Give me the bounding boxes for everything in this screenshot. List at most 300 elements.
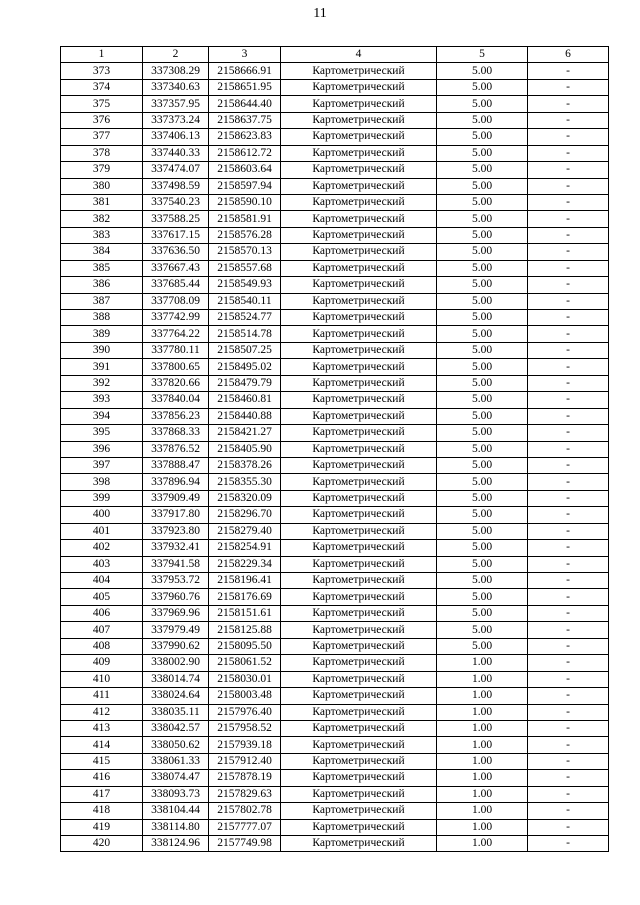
note-cell: - (528, 819, 609, 835)
method-cell: Картометрический (281, 737, 437, 753)
table-row (61, 326, 609, 342)
note-cell: - (528, 655, 609, 671)
col-2-header: 2 (143, 47, 209, 63)
point-number-cell: 397 (61, 457, 143, 473)
table-row (61, 194, 609, 210)
note-cell: - (528, 227, 609, 243)
note-cell: - (528, 277, 609, 293)
accuracy-cell: 1.00 (437, 786, 528, 802)
table-row (61, 145, 609, 161)
point-number-cell: 399 (61, 490, 143, 506)
note-cell: - (528, 803, 609, 819)
accuracy-cell: 5.00 (437, 277, 528, 293)
point-number-cell: 420 (61, 836, 143, 852)
note-cell: - (528, 507, 609, 523)
method-cell: Картометрический (281, 359, 437, 375)
y-coordinate-cell: 2158095.50 (209, 638, 281, 654)
accuracy-cell: 1.00 (437, 720, 528, 736)
method-cell: Картометрический (281, 605, 437, 621)
y-coordinate-cell: 2157749.98 (209, 836, 281, 852)
accuracy-cell: 5.00 (437, 96, 528, 112)
y-coordinate-cell: 2158612.72 (209, 145, 281, 161)
table-row (61, 392, 609, 408)
table-row (61, 540, 609, 556)
point-number-cell: 412 (61, 704, 143, 720)
y-coordinate-cell: 2158549.93 (209, 277, 281, 293)
point-number-cell: 396 (61, 441, 143, 457)
x-coordinate-cell: 337498.59 (143, 178, 209, 194)
point-number-cell: 384 (61, 244, 143, 260)
accuracy-cell: 5.00 (437, 474, 528, 490)
y-coordinate-cell: 2158320.09 (209, 490, 281, 506)
point-number-cell: 408 (61, 638, 143, 654)
accuracy-cell: 5.00 (437, 605, 528, 621)
accuracy-cell: 5.00 (437, 342, 528, 358)
y-coordinate-cell: 2158196.41 (209, 573, 281, 589)
note-cell: - (528, 260, 609, 276)
note-cell: - (528, 375, 609, 391)
note-cell: - (528, 145, 609, 161)
note-cell: - (528, 605, 609, 621)
note-cell: - (528, 720, 609, 736)
accuracy-cell: 5.00 (437, 63, 528, 79)
y-coordinate-cell: 2157912.40 (209, 753, 281, 769)
point-number-cell: 379 (61, 162, 143, 178)
x-coordinate-cell: 337667.43 (143, 260, 209, 276)
table-row (61, 375, 609, 391)
point-number-cell: 406 (61, 605, 143, 621)
table-row (61, 277, 609, 293)
method-cell: Картометрический (281, 819, 437, 835)
method-cell: Картометрический (281, 244, 437, 260)
x-coordinate-cell: 337708.09 (143, 293, 209, 309)
table-row (61, 112, 609, 128)
y-coordinate-cell: 2158125.88 (209, 622, 281, 638)
table-row (61, 96, 609, 112)
table-row (61, 129, 609, 145)
method-cell: Картометрический (281, 277, 437, 293)
point-number-cell: 393 (61, 392, 143, 408)
y-coordinate-cell: 2158378.26 (209, 457, 281, 473)
y-coordinate-cell: 2158440.88 (209, 408, 281, 424)
y-coordinate-cell: 2157958.52 (209, 720, 281, 736)
accuracy-cell: 5.00 (437, 408, 528, 424)
accuracy-cell: 5.00 (437, 194, 528, 210)
accuracy-cell: 5.00 (437, 540, 528, 556)
table-header-row (61, 47, 609, 63)
table-row (61, 63, 609, 79)
x-coordinate-cell: 337357.95 (143, 96, 209, 112)
accuracy-cell: 1.00 (437, 770, 528, 786)
y-coordinate-cell: 2158644.40 (209, 96, 281, 112)
accuracy-cell: 5.00 (437, 293, 528, 309)
x-coordinate-cell: 337960.76 (143, 589, 209, 605)
point-number-cell: 416 (61, 770, 143, 786)
point-number-cell: 395 (61, 425, 143, 441)
x-coordinate-cell: 337876.52 (143, 441, 209, 457)
point-number-cell: 407 (61, 622, 143, 638)
table-row (61, 589, 609, 605)
x-coordinate-cell: 337820.66 (143, 375, 209, 391)
accuracy-cell: 1.00 (437, 753, 528, 769)
method-cell: Картометрический (281, 79, 437, 95)
table-row (61, 770, 609, 786)
y-coordinate-cell: 2158651.95 (209, 79, 281, 95)
y-coordinate-cell: 2158421.27 (209, 425, 281, 441)
x-coordinate-cell: 337990.62 (143, 638, 209, 654)
method-cell: Картометрический (281, 425, 437, 441)
point-number-cell: 387 (61, 293, 143, 309)
note-cell: - (528, 211, 609, 227)
x-coordinate-cell: 337340.63 (143, 79, 209, 95)
accuracy-cell: 5.00 (437, 359, 528, 375)
x-coordinate-cell: 338093.73 (143, 786, 209, 802)
accuracy-cell: 5.00 (437, 507, 528, 523)
note-cell: - (528, 474, 609, 490)
method-cell: Картометрический (281, 523, 437, 539)
y-coordinate-cell: 2158507.25 (209, 342, 281, 358)
point-number-cell: 415 (61, 753, 143, 769)
x-coordinate-cell: 337742.99 (143, 310, 209, 326)
table-row (61, 79, 609, 95)
note-cell: - (528, 441, 609, 457)
y-coordinate-cell: 2158030.01 (209, 671, 281, 687)
table-row (61, 803, 609, 819)
y-coordinate-cell: 2158623.83 (209, 129, 281, 145)
table-row (61, 293, 609, 309)
method-cell: Картометрический (281, 96, 437, 112)
table-row (61, 244, 609, 260)
point-number-cell: 394 (61, 408, 143, 424)
x-coordinate-cell: 337685.44 (143, 277, 209, 293)
note-cell: - (528, 671, 609, 687)
method-cell: Картометрический (281, 342, 437, 358)
method-cell: Картометрический (281, 375, 437, 391)
x-coordinate-cell: 337896.94 (143, 474, 209, 490)
accuracy-cell: 5.00 (437, 162, 528, 178)
method-cell: Картометрический (281, 770, 437, 786)
page-number: 11 (313, 6, 327, 21)
accuracy-cell: 5.00 (437, 112, 528, 128)
method-cell: Картометрический (281, 753, 437, 769)
accuracy-cell: 5.00 (437, 310, 528, 326)
table-row (61, 720, 609, 736)
table-row (61, 310, 609, 326)
point-number-cell: 409 (61, 655, 143, 671)
note-cell: - (528, 688, 609, 704)
point-number-cell: 391 (61, 359, 143, 375)
table-row (61, 523, 609, 539)
y-coordinate-cell: 2158590.10 (209, 194, 281, 210)
y-coordinate-cell: 2158524.77 (209, 310, 281, 326)
accuracy-cell: 1.00 (437, 737, 528, 753)
point-number-cell: 382 (61, 211, 143, 227)
x-coordinate-cell: 337373.24 (143, 112, 209, 128)
x-coordinate-cell: 337969.96 (143, 605, 209, 621)
table-row (61, 162, 609, 178)
method-cell: Картометрический (281, 408, 437, 424)
note-cell: - (528, 737, 609, 753)
y-coordinate-cell: 2157829.63 (209, 786, 281, 802)
x-coordinate-cell: 337917.80 (143, 507, 209, 523)
note-cell: - (528, 540, 609, 556)
table-row (61, 605, 609, 621)
point-number-cell: 414 (61, 737, 143, 753)
x-coordinate-cell: 337800.65 (143, 359, 209, 375)
x-coordinate-cell: 337540.23 (143, 194, 209, 210)
accuracy-cell: 5.00 (437, 79, 528, 95)
table-row (61, 737, 609, 753)
note-cell: - (528, 96, 609, 112)
method-cell: Картометрический (281, 260, 437, 276)
y-coordinate-cell: 2158355.30 (209, 474, 281, 490)
note-cell: - (528, 310, 609, 326)
x-coordinate-cell: 337979.49 (143, 622, 209, 638)
method-cell: Картометрический (281, 786, 437, 802)
accuracy-cell: 5.00 (437, 441, 528, 457)
point-number-cell: 381 (61, 194, 143, 210)
accuracy-cell: 5.00 (437, 244, 528, 260)
accuracy-cell: 5.00 (437, 556, 528, 572)
table-row (61, 556, 609, 572)
y-coordinate-cell: 2158254.91 (209, 540, 281, 556)
point-number-cell: 418 (61, 803, 143, 819)
point-number-cell: 392 (61, 375, 143, 391)
table-row (61, 819, 609, 835)
accuracy-cell: 5.00 (437, 145, 528, 161)
point-number-cell: 411 (61, 688, 143, 704)
accuracy-cell: 5.00 (437, 227, 528, 243)
method-cell: Картометрический (281, 638, 437, 654)
x-coordinate-cell: 337588.25 (143, 211, 209, 227)
x-coordinate-cell: 338014.74 (143, 671, 209, 687)
y-coordinate-cell: 2158151.61 (209, 605, 281, 621)
method-cell: Картометрический (281, 556, 437, 572)
table-row (61, 688, 609, 704)
x-coordinate-cell: 337308.29 (143, 63, 209, 79)
point-number-cell: 389 (61, 326, 143, 342)
point-number-cell: 385 (61, 260, 143, 276)
note-cell: - (528, 638, 609, 654)
method-cell: Картометрический (281, 293, 437, 309)
point-number-cell: 413 (61, 720, 143, 736)
note-cell: - (528, 753, 609, 769)
method-cell: Картометрический (281, 507, 437, 523)
x-coordinate-cell: 337909.49 (143, 490, 209, 506)
note-cell: - (528, 408, 609, 424)
table-row (61, 211, 609, 227)
y-coordinate-cell: 2158176.69 (209, 589, 281, 605)
method-cell: Картометрический (281, 162, 437, 178)
col-4-header: 4 (281, 47, 437, 63)
x-coordinate-cell: 337617.15 (143, 227, 209, 243)
method-cell: Картометрический (281, 671, 437, 687)
table-row (61, 671, 609, 687)
x-coordinate-cell: 337840.04 (143, 392, 209, 408)
note-cell: - (528, 457, 609, 473)
method-cell: Картометрический (281, 474, 437, 490)
table-row (61, 342, 609, 358)
y-coordinate-cell: 2158540.11 (209, 293, 281, 309)
table-row (61, 753, 609, 769)
table-row (61, 178, 609, 194)
note-cell: - (528, 556, 609, 572)
x-coordinate-cell: 338042.57 (143, 720, 209, 736)
note-cell: - (528, 836, 609, 852)
point-number-cell: 401 (61, 523, 143, 539)
x-coordinate-cell: 338124.96 (143, 836, 209, 852)
y-coordinate-cell: 2158460.81 (209, 392, 281, 408)
table-row (61, 425, 609, 441)
y-coordinate-cell: 2158229.34 (209, 556, 281, 572)
x-coordinate-cell: 338024.64 (143, 688, 209, 704)
note-cell: - (528, 573, 609, 589)
note-cell: - (528, 326, 609, 342)
accuracy-cell: 1.00 (437, 655, 528, 671)
table-row (61, 704, 609, 720)
method-cell: Картометрический (281, 441, 437, 457)
table-row (61, 786, 609, 802)
note-cell: - (528, 425, 609, 441)
note-cell: - (528, 293, 609, 309)
table-row (61, 622, 609, 638)
point-number-cell: 398 (61, 474, 143, 490)
y-coordinate-cell: 2158603.64 (209, 162, 281, 178)
y-coordinate-cell: 2158581.91 (209, 211, 281, 227)
note-cell: - (528, 162, 609, 178)
accuracy-cell: 5.00 (437, 490, 528, 506)
method-cell: Картометрический (281, 720, 437, 736)
x-coordinate-cell: 337440.33 (143, 145, 209, 161)
point-number-cell: 402 (61, 540, 143, 556)
table-row (61, 441, 609, 457)
x-coordinate-cell: 337953.72 (143, 573, 209, 589)
accuracy-cell: 5.00 (437, 375, 528, 391)
method-cell: Картометрический (281, 589, 437, 605)
y-coordinate-cell: 2158479.79 (209, 375, 281, 391)
table-row (61, 638, 609, 654)
table-row (61, 457, 609, 473)
y-coordinate-cell: 2157878.19 (209, 770, 281, 786)
accuracy-cell: 1.00 (437, 819, 528, 835)
method-cell: Картометрический (281, 836, 437, 852)
method-cell: Картометрический (281, 129, 437, 145)
table-row (61, 227, 609, 243)
note-cell: - (528, 63, 609, 79)
method-cell: Картометрический (281, 490, 437, 506)
note-cell: - (528, 112, 609, 128)
note-cell: - (528, 622, 609, 638)
point-number-cell: 404 (61, 573, 143, 589)
accuracy-cell: 5.00 (437, 523, 528, 539)
y-coordinate-cell: 2158666.91 (209, 63, 281, 79)
method-cell: Картометрический (281, 540, 437, 556)
point-number-cell: 417 (61, 786, 143, 802)
y-coordinate-cell: 2158557.68 (209, 260, 281, 276)
table-row (61, 260, 609, 276)
note-cell: - (528, 786, 609, 802)
method-cell: Картометрический (281, 112, 437, 128)
accuracy-cell: 5.00 (437, 178, 528, 194)
note-cell: - (528, 178, 609, 194)
accuracy-cell: 5.00 (437, 457, 528, 473)
note-cell: - (528, 79, 609, 95)
point-number-cell: 376 (61, 112, 143, 128)
accuracy-cell: 1.00 (437, 836, 528, 852)
accuracy-cell: 1.00 (437, 803, 528, 819)
method-cell: Картометрический (281, 145, 437, 161)
point-number-cell: 377 (61, 129, 143, 145)
accuracy-cell: 5.00 (437, 638, 528, 654)
method-cell: Картометрический (281, 392, 437, 408)
table-row (61, 474, 609, 490)
method-cell: Картометрический (281, 310, 437, 326)
accuracy-cell: 5.00 (437, 211, 528, 227)
y-coordinate-cell: 2158576.28 (209, 227, 281, 243)
note-cell: - (528, 770, 609, 786)
point-number-cell: 374 (61, 79, 143, 95)
note-cell: - (528, 342, 609, 358)
x-coordinate-cell: 337406.13 (143, 129, 209, 145)
x-coordinate-cell: 337941.58 (143, 556, 209, 572)
y-coordinate-cell: 2157976.40 (209, 704, 281, 720)
point-number-cell: 388 (61, 310, 143, 326)
point-number-cell: 400 (61, 507, 143, 523)
point-number-cell: 390 (61, 342, 143, 358)
x-coordinate-cell: 337856.23 (143, 408, 209, 424)
x-coordinate-cell: 338050.62 (143, 737, 209, 753)
method-cell: Картометрический (281, 622, 437, 638)
accuracy-cell: 5.00 (437, 573, 528, 589)
method-cell: Картометрический (281, 803, 437, 819)
method-cell: Картометрический (281, 178, 437, 194)
point-number-cell: 373 (61, 63, 143, 79)
x-coordinate-cell: 337636.50 (143, 244, 209, 260)
table-row (61, 359, 609, 375)
coordinates-table (60, 46, 609, 852)
x-coordinate-cell: 337474.07 (143, 162, 209, 178)
accuracy-cell: 5.00 (437, 589, 528, 605)
col-3-header: 3 (209, 47, 281, 63)
note-cell: - (528, 392, 609, 408)
note-cell: - (528, 490, 609, 506)
method-cell: Картометрический (281, 211, 437, 227)
table-row (61, 490, 609, 506)
x-coordinate-cell: 338035.11 (143, 704, 209, 720)
accuracy-cell: 5.00 (437, 425, 528, 441)
y-coordinate-cell: 2158405.90 (209, 441, 281, 457)
table-row (61, 507, 609, 523)
y-coordinate-cell: 2158597.94 (209, 178, 281, 194)
x-coordinate-cell: 337868.33 (143, 425, 209, 441)
method-cell: Картометрический (281, 326, 437, 342)
y-coordinate-cell: 2158495.02 (209, 359, 281, 375)
y-coordinate-cell: 2158637.75 (209, 112, 281, 128)
method-cell: Картометрический (281, 688, 437, 704)
accuracy-cell: 1.00 (437, 671, 528, 687)
x-coordinate-cell: 337764.22 (143, 326, 209, 342)
point-number-cell: 375 (61, 96, 143, 112)
method-cell: Картометрический (281, 573, 437, 589)
x-coordinate-cell: 337932.41 (143, 540, 209, 556)
method-cell: Картометрический (281, 194, 437, 210)
point-number-cell: 383 (61, 227, 143, 243)
accuracy-cell: 1.00 (437, 704, 528, 720)
point-number-cell: 386 (61, 277, 143, 293)
point-number-cell: 419 (61, 819, 143, 835)
note-cell: - (528, 704, 609, 720)
x-coordinate-cell: 338061.33 (143, 753, 209, 769)
